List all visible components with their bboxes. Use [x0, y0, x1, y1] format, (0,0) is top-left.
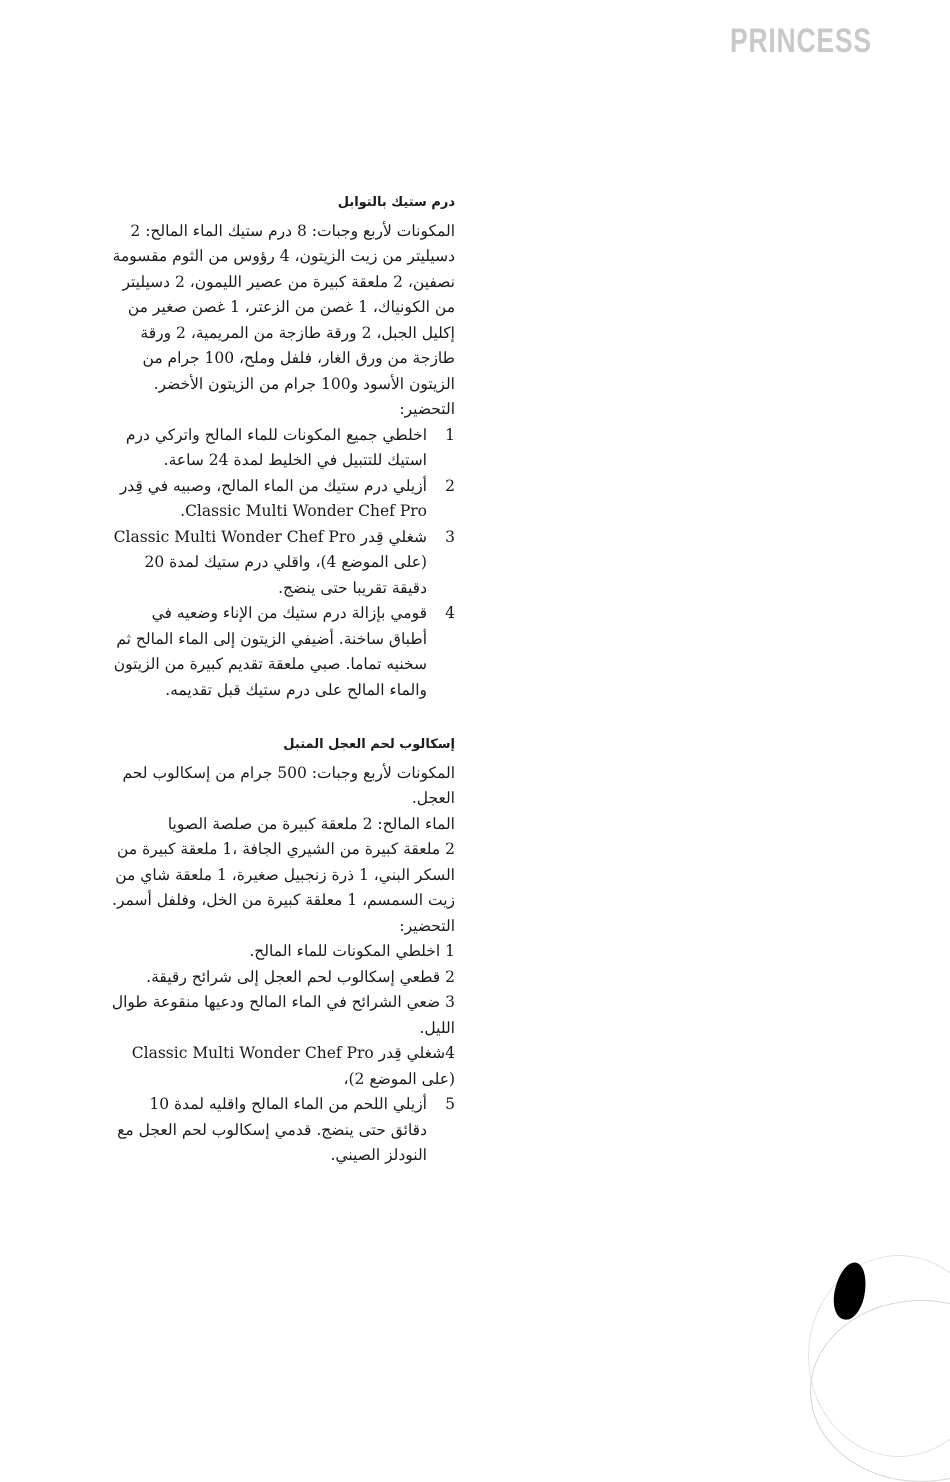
- step-item: 5 أزيلي اللحم من الماء المالح واقليه لمدة 10 دقائق حتى ينضج. قدمي إسكالوب لحم العجل مع النودلز الصيني.: [117, 1095, 455, 1164]
- recipe-line: 1 اخلطي المكونات للماء المالح.: [249, 942, 455, 960]
- princess-logo: PRINCESS: [730, 22, 872, 60]
- recipe-drumstick: [110, 190, 455, 703]
- recipe-line: 2 ملعقة كبيرة من الشيري الجافة ،1 ملعقة كبيرة من السكر البني، 1 ذرة زنجبيل صغيرة، 1 ملعقة شاي من زيت السمسم، 1 معلقة كبيرة من الخل، وفلفل أسمر.: [112, 840, 455, 909]
- recipe-veal-escalope: [110, 732, 455, 1169]
- recipe-line: 4شغلي قِدر Classic Multi Wonder Chef Pro (على الموضع 2)،: [131, 1044, 455, 1088]
- recipe-title: درم ستيك بالتوابل: [337, 195, 455, 210]
- step-item: 3 شغلي قِدر Classic Multi Wonder Chef Pro (على الموضع 4)، واقلي درم ستيك لمدة 20 دقيقة تقريبا حتى ينضج.: [113, 527, 455, 597]
- step-item: 1 اخلطي جميع المكونات للماء المالح واتركي درم استيك للتتبيل في الخليط لمدة 24 ساعة.: [125, 425, 455, 469]
- recipe-line: الماء المالح: 2 ملعقة كبيرة من صلصة الصويا: [167, 814, 455, 833]
- recipe-line: المكونات لأربع وجبات: 500 جرام من إسكالوب لحم العجل.: [122, 763, 455, 807]
- step-item: 2 أزيلي درم ستيك من الماء المالح، وصبيه في قِدر Classic Multi Wonder Chef Pro.: [119, 476, 455, 520]
- steps-list: [110, 1092, 455, 1169]
- ingredients-text: المكونات لأربع وجبات: 8 درم ستيك الماء المالح: 2 دسيليتر من زيت الزيتون، 4 رؤوس من الثوم مقسومة نصفين، 2 ملعقة كبيرة من عصير الليمون، 2 دسيليتر من الكونياك، 1 غصن من الزعتر، 1 غصن صغير من إكليل الجبل، 2 ورقة طازجة من المريمية، 2 ورقة طازجة من ورق الغار، فلفل وملح، 100 جرام من الزيتون الأسود و100 جرام من الزيتون الأخضر.: [112, 221, 455, 393]
- recipe-line: 2 قطعي إسكالوب لحم العجل إلى شرائح رقيقة.: [146, 967, 455, 986]
- recipe-line: 3 ضعي الشرائح في الماء المالح ودعيها منقوعة طوال الليل.: [111, 993, 455, 1037]
- preparation-label: التحضير:: [399, 400, 455, 418]
- steps-list: [110, 423, 455, 704]
- recipe-title: إسكالوب لحم العجل المتبل: [283, 737, 455, 752]
- step-item: 4 قومي بإزالة درم ستيك من الإناء وضعيه في أطباق ساخنة. أضيفي الزيتون إلى الماء المالح ثم سخنيه تماما. صبي ملعقة تقديم كبيرة من الزيتون والماء المالح على درم ستيك قبل تقديمه.: [113, 604, 455, 699]
- recipe-line: التحضير:: [399, 916, 455, 935]
